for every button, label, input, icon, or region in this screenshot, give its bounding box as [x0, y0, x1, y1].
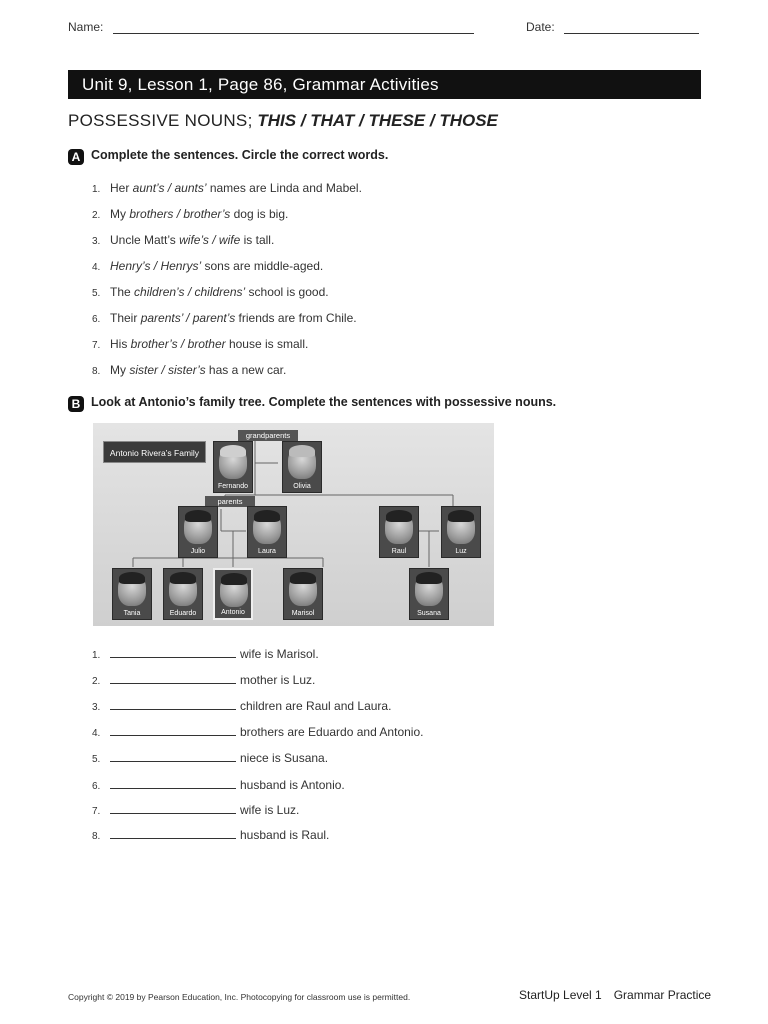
- footer-book-title: StartUp Level 1: [519, 988, 602, 1002]
- person-eduardo: Eduardo: [163, 568, 203, 620]
- parents-label: parents: [205, 496, 255, 507]
- part-b-instruction-text: Look at Antonio’s family tree. Complete the sentences with possessive nouns.: [91, 395, 557, 409]
- person-laura: Laura: [247, 506, 287, 558]
- person-fernando: Fernando: [213, 441, 253, 493]
- list-item: 6. Their parents’ / parent’s friends are from Chile.: [92, 311, 357, 325]
- list-item: 8. husband is Raul.: [92, 828, 330, 842]
- part-b-badge: B: [68, 396, 84, 412]
- person-julio: Julio: [178, 506, 218, 558]
- section-title-emph: THIS / THAT / THESE / THOSE: [257, 111, 498, 130]
- list-item: 5. The children’s / childrens’ school is good.: [92, 285, 329, 299]
- choice-options[interactable]: children’s / childrens’: [134, 285, 246, 299]
- footer-book-info: [519, 988, 711, 1002]
- list-item: 4. Henry’s / Henrys’ sons are middle-aged.: [92, 259, 324, 273]
- part-a-instruction: [68, 148, 388, 165]
- list-item: 2. My brothers / brother’s dog is big.: [92, 207, 289, 221]
- person-olivia: Olivia: [282, 441, 322, 493]
- answer-blank[interactable]: [110, 803, 236, 814]
- choice-options[interactable]: sister / sister’s: [129, 363, 206, 377]
- answer-blank[interactable]: [110, 699, 236, 710]
- family-tree-image: [93, 423, 494, 626]
- list-item: 1. Her aunt’s / aunts’ names are Linda and Mabel.: [92, 181, 362, 195]
- person-marisol: Marisol: [283, 568, 323, 620]
- name-field[interactable]: [113, 33, 474, 34]
- answer-blank[interactable]: [110, 778, 236, 789]
- person-antonio: Antonio: [213, 568, 253, 620]
- choice-options[interactable]: aunt’s / aunts’: [132, 181, 207, 195]
- person-susana: Susana: [409, 568, 449, 620]
- answer-blank[interactable]: [110, 751, 236, 762]
- grandparents-label: grandparents: [238, 430, 298, 441]
- list-item: 2. mother is Luz.: [92, 673, 316, 687]
- person-raul: Raul: [379, 506, 419, 558]
- section-title-plain: POSSESSIVE NOUNS;: [68, 111, 253, 130]
- choice-options[interactable]: parents’ / parent’s: [140, 311, 236, 325]
- list-item: 4. brothers are Eduardo and Antonio.: [92, 725, 424, 739]
- part-a-badge: A: [68, 149, 84, 165]
- date-label: Date:: [526, 20, 555, 34]
- list-item: 7. wife is Luz.: [92, 803, 300, 817]
- person-luz: Luz: [441, 506, 481, 558]
- answer-blank[interactable]: [110, 725, 236, 736]
- part-b-instruction: [68, 395, 556, 412]
- answer-blank[interactable]: [110, 647, 236, 658]
- choice-options[interactable]: Henry’s / Henrys’: [110, 259, 202, 273]
- list-item: 8. My sister / sister’s has a new car.: [92, 363, 287, 377]
- unit-banner: Unit 9, Lesson 1, Page 86, Grammar Activities: [68, 70, 701, 99]
- choice-options[interactable]: wife’s / wife: [179, 233, 241, 247]
- choice-options[interactable]: brothers / brother’s: [129, 207, 231, 221]
- part-a-instruction-text: Complete the sentences. Circle the correct words.: [91, 148, 389, 162]
- copyright-notice: Copyright © 2019 by Pearson Education, Inc. Photocopying for classroom use is permitted.: [68, 992, 411, 1002]
- answer-blank[interactable]: [110, 828, 236, 839]
- list-item: 3. Uncle Matt’s wife’s / wife is tall.: [92, 233, 275, 247]
- list-item: 5. niece is Susana.: [92, 751, 329, 765]
- list-item: 6. husband is Antonio.: [92, 778, 345, 792]
- name-label: Name:: [68, 20, 104, 34]
- list-item: 7. His brother’s / brother house is small.: [92, 337, 309, 351]
- footer-section-name: Grammar Practice: [613, 988, 712, 1002]
- date-field[interactable]: [564, 33, 699, 34]
- answer-blank[interactable]: [110, 673, 236, 684]
- family-tree-title: Antonio Rivera’s Family: [103, 441, 206, 463]
- person-tania: Tania: [112, 568, 152, 620]
- list-item: 3. children are Raul and Laura.: [92, 699, 392, 713]
- section-title: [68, 111, 498, 131]
- list-item: 1. wife is Marisol.: [92, 647, 319, 661]
- choice-options[interactable]: brother’s / brother: [130, 337, 226, 351]
